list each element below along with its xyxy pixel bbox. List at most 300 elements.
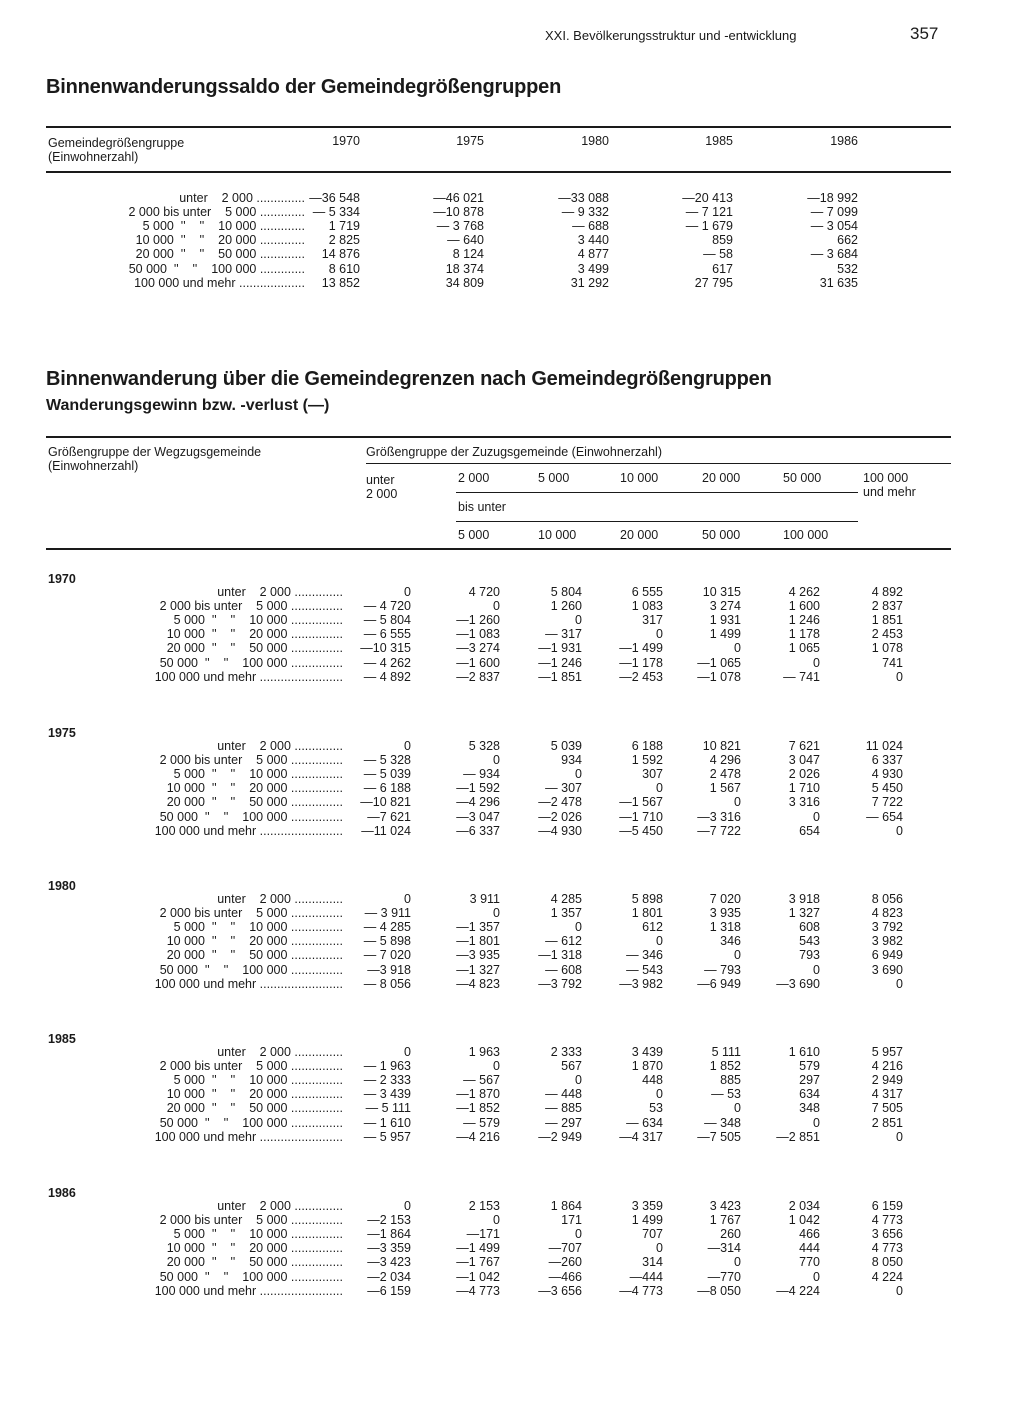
- col-unter-label: unter: [366, 473, 395, 487]
- table-cell: — 448: [545, 1087, 582, 1102]
- table-cell: 0: [734, 948, 741, 963]
- table-row-label: 20 000 '' '' 50 000 ...............: [166, 795, 343, 810]
- table-cell: 5 898: [631, 892, 663, 906]
- table-cell: — 934: [463, 767, 500, 782]
- table-cell: 662: [837, 233, 858, 248]
- table-cell: 31 292: [570, 275, 609, 290]
- table-cell: —2 478: [538, 795, 582, 810]
- table-cell: —1 327: [456, 962, 500, 977]
- table-cell: —1 600: [456, 655, 500, 670]
- table-cell: 4 285: [550, 892, 582, 906]
- table-cell: 0: [575, 767, 582, 782]
- table-cell: 0: [493, 906, 500, 921]
- table-cell: — 346: [626, 948, 663, 963]
- table-cell: 1 864: [550, 1199, 582, 1213]
- table-cell: —1 357: [456, 920, 500, 935]
- table-cell: —1 767: [456, 1255, 500, 1270]
- table-row-label: 20 000 '' '' 50 000 .............: [135, 247, 305, 262]
- table-cell: — 3 911: [364, 906, 411, 921]
- table-cell: 3 423: [709, 1199, 741, 1213]
- table-cell: — 608: [545, 962, 582, 977]
- table-row-label: 100 000 und mehr ........................: [154, 823, 343, 838]
- table-cell: —1 065: [697, 655, 741, 670]
- table-cell: —8 050: [697, 1283, 741, 1298]
- table-row-label: 5 000 '' '' 10 000 ...............: [173, 920, 343, 935]
- table-cell: 0: [575, 920, 582, 935]
- table-cell: —770: [707, 1269, 741, 1284]
- table-cell: —4 823: [456, 976, 500, 991]
- table-cell: — 3 054: [810, 219, 858, 234]
- table-cell: 6 555: [631, 585, 663, 599]
- table-row-label: 20 000 '' '' 50 000 ...............: [166, 641, 343, 656]
- table-cell: 3 911: [469, 892, 500, 906]
- table-row-label: unter 2 000 ..............: [217, 739, 343, 753]
- table-cell: 608: [799, 920, 820, 935]
- table-cell: 1 592: [631, 753, 663, 768]
- table-cell: — 348: [704, 1115, 741, 1130]
- table-cell: 171: [561, 1213, 582, 1228]
- table-cell: 8 056: [871, 892, 903, 906]
- table-cell: — 53: [711, 1087, 741, 1102]
- table-cell: — 634: [626, 1115, 663, 1130]
- table-row-label: unter 2 000 ..............: [179, 191, 305, 205]
- table-cell: —1 499: [619, 641, 663, 656]
- table-cell: —3 047: [456, 809, 500, 824]
- year-label-1980: 1980: [48, 879, 76, 893]
- table-cell: —3 274: [456, 641, 500, 656]
- table-row-label: 10 000 '' '' 20 000 .............: [135, 233, 305, 248]
- table-cell: 4 930: [871, 767, 903, 782]
- table-cell: 3 359: [631, 1199, 663, 1213]
- table-cell: 1 078: [871, 641, 903, 656]
- table-row-label: 20 000 '' '' 50 000 ...............: [166, 1255, 343, 1270]
- table-cell: —3 935: [456, 948, 500, 963]
- table-cell: 859: [712, 233, 733, 248]
- table-cell: 314: [642, 1255, 663, 1270]
- table-cell: —3 656: [538, 1283, 582, 1298]
- table-row-label: 5 000 '' '' 10 000 ...............: [173, 613, 343, 628]
- table-row-label: 10 000 '' '' 20 000 ...............: [166, 1087, 343, 1102]
- table-cell: — 654: [866, 809, 903, 824]
- table-cell: 1 610: [788, 1045, 820, 1059]
- table-cell: 0: [656, 1087, 663, 1102]
- table-cell: 0: [404, 585, 411, 599]
- table-cell: 0: [404, 892, 411, 906]
- table-cell: 1 719: [328, 219, 360, 234]
- table-cell: 1 083: [631, 599, 663, 614]
- table-cell: 579: [799, 1059, 820, 1074]
- table-cell: 0: [656, 781, 663, 796]
- table-cell: 1 065: [788, 641, 820, 656]
- table-cell: — 3 684: [810, 247, 858, 262]
- table-row-label: 5 000 '' '' 10 000 .............: [142, 219, 305, 234]
- table-cell: — 3 439: [363, 1087, 411, 1102]
- table-cell: 934: [561, 753, 582, 768]
- table-cell: 5 328: [468, 739, 500, 753]
- table-cell: —6 337: [456, 823, 500, 838]
- table-cell: 0: [813, 655, 820, 670]
- table-cell: 0: [734, 1101, 741, 1116]
- table-cell: 3 935: [709, 906, 741, 921]
- table-cell: 10 315: [702, 585, 741, 599]
- table-cell: — 1 610: [363, 1115, 411, 1130]
- table-row-label: 100 000 und mehr ........................: [154, 976, 343, 991]
- section1-header-label: Gemeindegrößengruppe: [48, 136, 185, 150]
- table-cell: 1 499: [709, 627, 741, 642]
- table-cell: —2 837: [456, 669, 500, 684]
- table-cell: 0: [656, 1241, 663, 1256]
- table-cell: 448: [642, 1073, 663, 1088]
- table-cell: —1 042: [456, 1269, 500, 1284]
- table-cell: —1 178: [619, 655, 663, 670]
- table-cell: 7 722: [871, 795, 903, 810]
- table-cell: —3 359: [367, 1241, 411, 1256]
- table-cell: 634: [799, 1087, 820, 1102]
- table-cell: —7 722: [697, 823, 741, 838]
- table-cell: 1 852: [709, 1059, 741, 1074]
- table-cell: 0: [493, 753, 500, 768]
- table-cell: 31 635: [819, 275, 858, 290]
- table-cell: 6 949: [871, 948, 903, 963]
- col-header-from: 2 000: [458, 471, 490, 485]
- table-cell: —3 982: [619, 976, 663, 991]
- table-cell: 567: [561, 1059, 582, 1074]
- table-cell: 10 821: [702, 739, 741, 753]
- year-label-1975: 1975: [48, 726, 76, 740]
- table-row-label: 10 000 '' '' 20 000 ...............: [166, 1241, 343, 1256]
- table-cell: 4 224: [871, 1269, 903, 1284]
- col-header-from: 10 000: [620, 471, 659, 485]
- table-cell: 2 333: [550, 1045, 582, 1059]
- table-cell: — 317: [545, 627, 582, 642]
- table-row-label: 50 000 '' '' 100 000 ...............: [159, 809, 343, 824]
- table-cell: 0: [404, 739, 411, 753]
- year-header-1970: 1970: [332, 134, 360, 148]
- table-cell: —444: [629, 1269, 663, 1284]
- table-cell: 4 720: [468, 585, 500, 599]
- section1-title: Binnenwanderungssaldo der Gemeindegrößengruppen: [46, 76, 562, 98]
- table-cell: 0: [896, 1283, 903, 1298]
- table-cell: —2 453: [619, 669, 663, 684]
- table-cell: —7 505: [697, 1129, 741, 1144]
- table-cell: 0: [656, 627, 663, 642]
- section2-header-subrule: [366, 463, 951, 464]
- table-cell: 612: [642, 920, 663, 935]
- table-cell: —4 930: [538, 823, 582, 838]
- col-header-from: 50 000: [783, 471, 822, 485]
- table-cell: —10 821: [360, 795, 411, 810]
- table-cell: —6 159: [367, 1283, 411, 1298]
- table-cell: 34 809: [445, 275, 484, 290]
- table-cell: 2 153: [468, 1199, 500, 1213]
- table-cell: —20 413: [682, 191, 733, 205]
- table-row-label: 100 000 und mehr ........................: [154, 669, 343, 684]
- table-cell: —4 773: [619, 1283, 663, 1298]
- table-cell: — 5 804: [363, 613, 411, 628]
- table-cell: —3 690: [776, 976, 820, 991]
- table-cell: — 579: [463, 1115, 500, 1130]
- col-bis-unter: bis unter: [458, 500, 506, 514]
- table-cell: 6 159: [871, 1199, 903, 1213]
- year-label-1970: 1970: [48, 572, 76, 586]
- table-cell: 3 440: [577, 233, 609, 248]
- table-row-label: 2 000 bis unter 5 000 ...............: [159, 599, 343, 614]
- col-last-label: 100 000: [863, 471, 909, 485]
- table-cell: 8 124: [452, 247, 484, 262]
- table-cell: — 688: [572, 219, 609, 234]
- table-cell: 1 801: [631, 906, 663, 921]
- table-row-label: 50 000 '' '' 100 000 ...............: [159, 1269, 343, 1284]
- table-cell: — 5 328: [363, 753, 411, 768]
- table-cell: — 4 285: [363, 920, 411, 935]
- table-cell: —10 315: [360, 641, 411, 656]
- table-cell: 707: [642, 1227, 663, 1242]
- table-cell: —3 792: [538, 976, 582, 991]
- table-cell: 1 710: [788, 781, 820, 796]
- year-label-1986: 1986: [48, 1186, 76, 1200]
- table-cell: 7 505: [871, 1101, 903, 1116]
- table-cell: — 1 679: [685, 219, 733, 234]
- table-cell: 5 039: [550, 739, 582, 753]
- table-cell: 5 111: [711, 1045, 741, 1059]
- table-row-label: 20 000 '' '' 50 000 ...............: [166, 1101, 343, 1116]
- table-cell: — 885: [545, 1101, 582, 1116]
- table-cell: 1 327: [788, 906, 820, 921]
- table-cell: — 612: [545, 934, 582, 949]
- table-cell: —2 034: [367, 1269, 411, 1284]
- table-cell: 297: [799, 1073, 820, 1088]
- table-cell: 3 918: [788, 892, 820, 906]
- table-cell: 348: [799, 1101, 820, 1116]
- table-cell: 5 804: [550, 585, 582, 599]
- table-cell: 0: [896, 823, 903, 838]
- table-cell: —4 216: [456, 1129, 500, 1144]
- table-cell: —260: [548, 1255, 582, 1270]
- table-cell: —1 499: [456, 1241, 500, 1256]
- table-cell: 2 026: [788, 767, 820, 782]
- year-header-1975: 1975: [456, 134, 484, 148]
- table-cell: — 543: [626, 962, 663, 977]
- table-cell: 2 825: [328, 233, 360, 248]
- table-cell: —1 931: [538, 641, 582, 656]
- table-cell: —11 024: [361, 823, 411, 838]
- col-header-to: 5 000: [458, 528, 490, 542]
- table-cell: 2 949: [871, 1073, 903, 1088]
- table-cell: 0: [813, 809, 820, 824]
- table-cell: —707: [548, 1241, 582, 1256]
- table-cell: 770: [799, 1255, 820, 1270]
- col-header-to: 100 000: [783, 528, 829, 542]
- table-cell: —4 296: [456, 795, 500, 810]
- table-cell: —1 851: [538, 669, 582, 684]
- table-cell: — 5 111: [365, 1101, 411, 1116]
- table-row-label: 2 000 bis unter 5 000 ...............: [159, 1213, 343, 1228]
- table-cell: 1 567: [709, 781, 741, 796]
- table-cell: —1 078: [697, 669, 741, 684]
- table-row-label: 100 000 und mehr ........................: [154, 1129, 343, 1144]
- table-row-label: 10 000 '' '' 20 000 ...............: [166, 934, 343, 949]
- section2-bottom-range-rule: [456, 521, 858, 522]
- table-cell: —4 224: [776, 1283, 820, 1298]
- table-row-label: 2 000 bis unter 5 000 ...............: [159, 906, 343, 921]
- table-cell: — 7 020: [363, 948, 411, 963]
- table-cell: 3 274: [709, 599, 741, 614]
- table-cell: 4 262: [788, 585, 820, 599]
- table-cell: 543: [799, 934, 820, 949]
- table-cell: 0: [493, 599, 500, 614]
- table-cell: 260: [720, 1227, 741, 1242]
- table-cell: —4 773: [456, 1283, 500, 1298]
- section2-header-left-unit: (Einwohnerzahl): [48, 459, 139, 473]
- table-cell: —1 710: [619, 809, 663, 824]
- year-header-1986: 1986: [830, 134, 858, 148]
- running-head: XXI. Bevölkerungsstruktur und -entwicklung: [545, 28, 797, 43]
- page-number: 357: [910, 24, 939, 43]
- table-cell: 0: [656, 934, 663, 949]
- table-cell: 4 823: [871, 906, 903, 921]
- table-cell: 3 439: [631, 1045, 663, 1059]
- table-cell: — 307: [545, 781, 582, 796]
- table-cell: 11 024: [865, 739, 903, 753]
- table-cell: 1 178: [788, 627, 820, 642]
- table-cell: — 4 262: [363, 655, 411, 670]
- table-row-label: 50 000 '' '' 100 000 ...............: [159, 962, 343, 977]
- table-cell: 13 852: [321, 275, 360, 290]
- table-cell: 3 047: [788, 753, 820, 768]
- table-cell: 0: [575, 1073, 582, 1088]
- table-cell: —18 992: [807, 191, 858, 205]
- table-cell: — 4 892: [363, 669, 411, 684]
- table-cell: 0: [575, 613, 582, 628]
- table-cell: — 5 898: [363, 934, 411, 949]
- section2-header-rule: [46, 548, 951, 550]
- section1-header-rule: [46, 171, 951, 173]
- table-cell: — 3 768: [436, 219, 484, 234]
- table-cell: —1 870: [456, 1087, 500, 1102]
- table-row-label: 20 000 '' '' 50 000 ...............: [166, 948, 343, 963]
- table-cell: 1 499: [631, 1213, 663, 1228]
- table-cell: 0: [404, 1045, 411, 1059]
- table-cell: 2 478: [709, 767, 741, 782]
- table-cell: — 567: [463, 1073, 500, 1088]
- table-cell: 532: [837, 261, 858, 276]
- table-cell: 2 851: [871, 1115, 903, 1130]
- table-cell: 307: [642, 767, 663, 782]
- table-cell: —314: [707, 1241, 741, 1256]
- table-cell: — 9 332: [561, 205, 609, 220]
- table-cell: 1 260: [550, 599, 582, 614]
- table-cell: —171: [466, 1227, 500, 1242]
- table-cell: 1 318: [709, 920, 741, 935]
- table-cell: — 6 555: [363, 627, 411, 642]
- table-row-label: 50 000 '' '' 100 000 ...............: [159, 655, 343, 670]
- section2-subtitle: Wanderungsgewinn bzw. -verlust (—): [46, 397, 330, 414]
- table-cell: — 2 333: [363, 1073, 411, 1088]
- table-cell: —2 026: [538, 809, 582, 824]
- table-cell: 14 876: [321, 247, 360, 262]
- col-header-from: 20 000: [702, 471, 741, 485]
- table-cell: 4 773: [871, 1213, 903, 1228]
- table-cell: 1 246: [788, 613, 820, 628]
- table-cell: — 8 056: [363, 976, 411, 991]
- table-cell: 1 963: [468, 1045, 500, 1059]
- table-cell: —3 316: [697, 809, 741, 824]
- table-cell: 0: [734, 641, 741, 656]
- table-cell: 0: [734, 795, 741, 810]
- table-cell: 885: [720, 1073, 741, 1088]
- table-cell: 27 795: [694, 275, 733, 290]
- table-cell: 466: [799, 1227, 820, 1242]
- table-cell: —46 021: [433, 191, 484, 205]
- table-row-label: 50 000 '' '' 100 000 .............: [128, 261, 305, 276]
- section2-header-right: Größengruppe der Zuzugsgemeinde (Einwohnerzahl): [366, 445, 662, 459]
- col-header-to: 20 000: [620, 528, 659, 542]
- table-row-label: 5 000 '' '' 10 000 ...............: [173, 1073, 343, 1088]
- table-row-label: 2 000 bis unter 5 000 .............: [128, 205, 305, 220]
- table-cell: 654: [799, 823, 820, 838]
- table-cell: — 58: [703, 247, 733, 262]
- section2-title: Binnenwanderung über die Gemeindegrenzen nach Gemeindegrößengruppen: [46, 368, 772, 390]
- table-cell: 4 877: [577, 247, 609, 262]
- table-cell: — 6 188: [363, 781, 411, 796]
- table-cell: 317: [642, 613, 663, 628]
- table-cell: 1 042: [788, 1213, 820, 1228]
- table-cell: —5 450: [619, 823, 663, 838]
- table-cell: 4 773: [871, 1241, 903, 1256]
- table-cell: 3 982: [871, 934, 903, 949]
- table-cell: 4 892: [871, 585, 903, 599]
- table-cell: 7 020: [709, 892, 741, 906]
- table-row-label: 10 000 '' '' 20 000 ...............: [166, 781, 343, 796]
- table-row-label: 100 000 und mehr ...................: [134, 275, 305, 290]
- table-cell: 0: [896, 669, 903, 684]
- table-cell: 3 792: [871, 920, 903, 935]
- year-header-1985: 1985: [705, 134, 733, 148]
- table-row-label: 2 000 bis unter 5 000 ...............: [159, 1059, 343, 1074]
- table-cell: —2 851: [776, 1129, 820, 1144]
- section2-header-left: Größengruppe der Wegzugsgemeinde: [48, 445, 262, 459]
- table-cell: 0: [896, 1129, 903, 1144]
- table-cell: —2 949: [538, 1129, 582, 1144]
- table-cell: —6 949: [697, 976, 741, 991]
- table-row-label: unter 2 000 ..............: [217, 585, 343, 599]
- table-cell: —36 548: [309, 191, 360, 205]
- table-cell: 8 050: [871, 1255, 903, 1270]
- table-cell: 2 034: [788, 1199, 820, 1213]
- table-cell: 4 317: [871, 1087, 903, 1102]
- table-cell: 0: [813, 1269, 820, 1284]
- table-cell: —1 592: [456, 781, 500, 796]
- table-cell: 3 316: [788, 795, 820, 810]
- table-cell: — 5 957: [363, 1129, 411, 1144]
- year-header-1980: 1980: [581, 134, 609, 148]
- table-cell: 0: [813, 962, 820, 977]
- table-cell: 0: [813, 1115, 820, 1130]
- table-cell: 3 690: [871, 962, 903, 977]
- col-header-from: 5 000: [538, 471, 570, 485]
- table-cell: 2 453: [871, 627, 903, 642]
- section2-top-range-rule: [456, 492, 858, 493]
- table-cell: 1 600: [788, 599, 820, 614]
- table-cell: —1 567: [619, 795, 663, 810]
- section1-top-rule: [46, 126, 951, 128]
- table-cell: 6 337: [871, 753, 903, 768]
- table-cell: — 5 334: [312, 205, 360, 220]
- col-unter-value: 2 000: [366, 487, 398, 501]
- table-cell: — 793: [704, 962, 741, 977]
- table-cell: 7 621: [788, 739, 820, 753]
- table-cell: 4 296: [709, 753, 741, 768]
